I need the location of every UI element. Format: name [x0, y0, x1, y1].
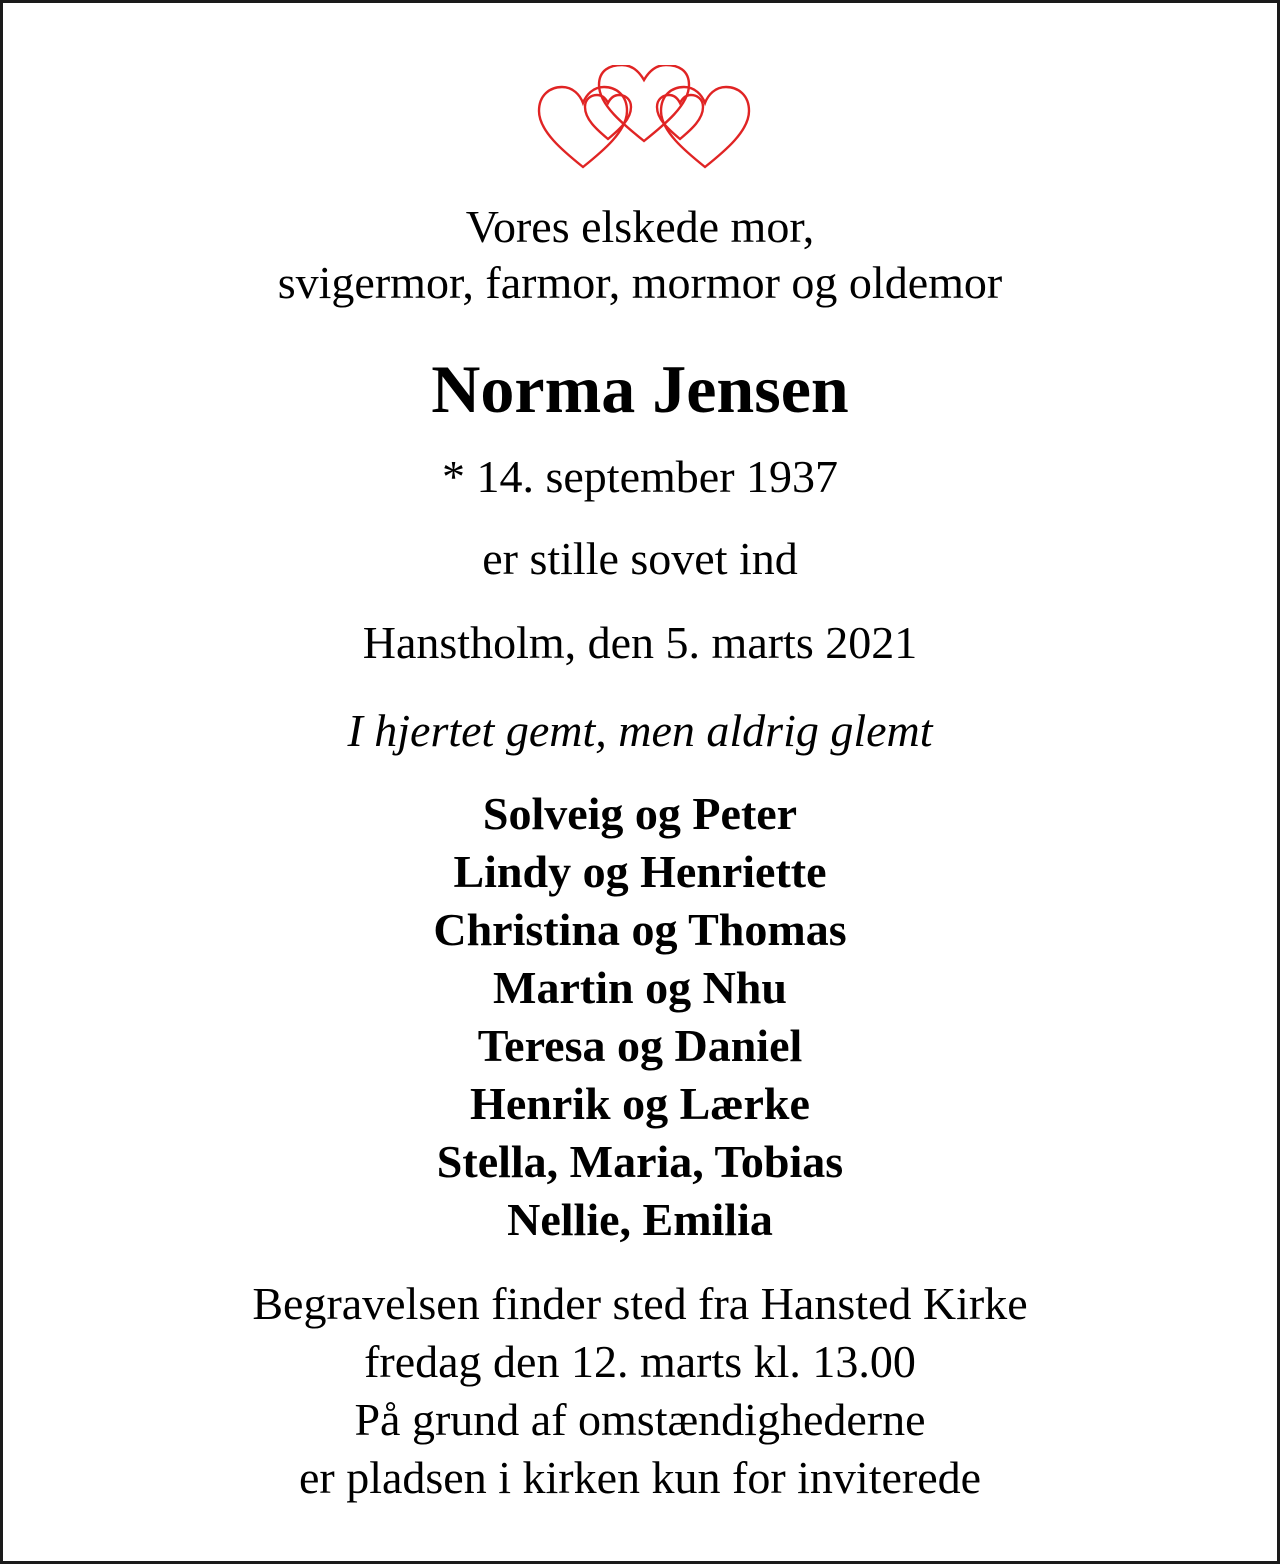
funeral-line: Begravelsen finder sted fra Hansted Kirke [252, 1278, 1028, 1329]
family-member: Henrik og Lærke [470, 1078, 810, 1129]
family-list [3, 785, 1277, 1249]
heart-top-center-outline [599, 65, 689, 141]
family-member: Teresa og Daniel [477, 1020, 803, 1071]
family-member: Lindy og Henriette [453, 846, 827, 897]
heart-inner-right-outline [657, 95, 703, 139]
heart-left-outline [539, 87, 627, 167]
funeral-details [3, 1275, 1277, 1507]
funeral-line: fredag den 12. marts kl. 13.00 [364, 1336, 916, 1387]
heart-inner-left-outline [585, 95, 631, 139]
family-member: Stella, Maria, Tobias [436, 1136, 844, 1187]
funeral-line: er pladsen i kirken kun for inviterede [298, 1452, 982, 1503]
place-and-date: Hanstholm, den 5. marts 2021 [362, 617, 918, 668]
intro-line-2: svigermor, farmor, mormor og oldemor [277, 257, 1003, 308]
three-hearts-icon [533, 65, 755, 173]
intro-relation-text [3, 199, 1277, 311]
family-member: Christina og Thomas [433, 904, 847, 955]
birth-date: * 14. september 1937 [441, 451, 839, 502]
funeral-line: På grund af omstændighederne [354, 1394, 926, 1445]
deceased-name: Norma Jensen [431, 351, 849, 427]
family-member: Nellie, Emilia [507, 1194, 773, 1245]
passing-statement: er stille sovet ind [482, 533, 798, 584]
heart-right-outline [661, 87, 749, 167]
intro-line-1: Vores elskede mor, [465, 201, 815, 252]
memorial-motto: I hjertet gemt, men aldrig glemt [347, 705, 933, 756]
family-member: Martin og Nhu [493, 962, 787, 1013]
family-member: Solveig og Peter [482, 788, 798, 839]
